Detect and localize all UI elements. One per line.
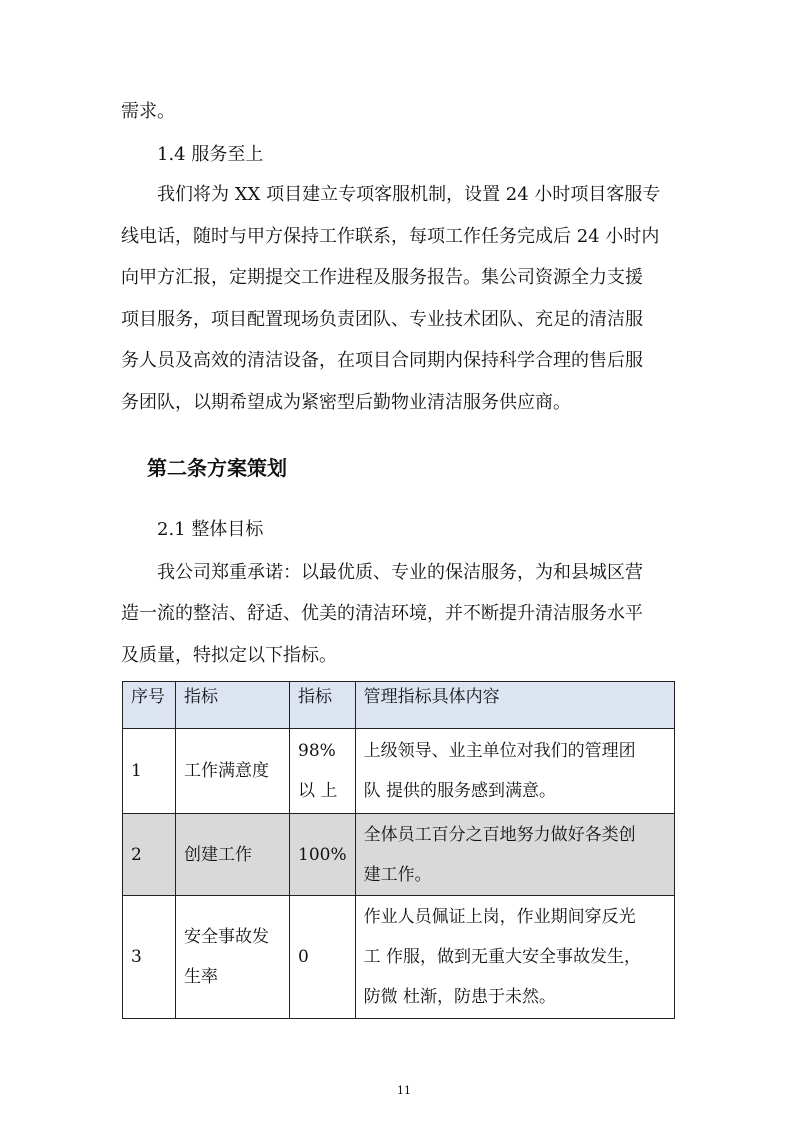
cell-name [176, 814, 290, 896]
cell-content [355, 896, 674, 1019]
cell-line: 安全事故发 [184, 927, 269, 947]
cell-line: 全体员工百分之百地努力做好各类创 [363, 824, 636, 845]
table-header-row [123, 682, 675, 729]
cell-line: 队 提供的服务感到满意。 [363, 781, 557, 801]
cell-line: 98% [298, 741, 336, 761]
indicator-table [122, 681, 675, 1019]
cell-no: 3 [123, 896, 176, 1019]
cell-line: 创建工作 [184, 844, 252, 865]
cell-line: 上级领导、业主单位对我们的管理团 [363, 741, 636, 761]
header-cell: 指标 [290, 682, 356, 729]
cell-line: 工 作服，做到无重大安全事故发生， [363, 947, 642, 967]
table-row [123, 814, 675, 896]
cell-line: 建工作。 [363, 864, 432, 885]
text-line: 向甲方汇报，定期提交工作进程及服务报告。集公司资源全力支援 [121, 267, 643, 288]
header-cell: 指标 [176, 682, 290, 729]
cell-value [290, 896, 356, 1019]
text-line: 我公司郑重承诺：以最优质、专业的保洁服务，为和县城区营 [157, 562, 643, 583]
section-title: 2.1 整体目标 [157, 519, 264, 540]
text-line: 及质量，特拟定以下指标。 [121, 645, 337, 666]
cell-line: 生率 [184, 967, 218, 987]
cell-no: 2 [123, 814, 176, 896]
cell-value [290, 814, 356, 896]
cell-no: 1 [123, 729, 176, 814]
text-line: 造一流的整洁、舒适、优美的清洁环境，并不断提升清洁服务水平 [121, 603, 643, 624]
cell-line: 工作满意度 [184, 761, 269, 781]
header-cell: 序号 [123, 682, 176, 729]
cell-line: 0 [298, 947, 309, 967]
text-line: 务团队，以期希望成为紧密型后勤物业清洁服务供应商。 [121, 392, 571, 413]
header-cell: 管理指标具体内容 [355, 682, 674, 729]
page-number: 11 [397, 1084, 411, 1097]
table-row [123, 729, 675, 814]
chapter-heading: 第二条方案策划 [147, 456, 287, 480]
cell-line: 作业人员佩证上岗，作业期间穿反光 [363, 907, 636, 927]
cell-line: 防微 杜渐，防患于未然。 [363, 987, 557, 1007]
text-line: 务人员及高效的清洁设备，在项目合同期内保持科学合理的售后服 [121, 350, 643, 371]
table-row [123, 896, 675, 1019]
section-title: 1.4 服务至上 [157, 144, 264, 165]
cell-content [355, 729, 674, 814]
cell-name [176, 896, 290, 1019]
cell-value [290, 729, 356, 814]
text-line: 线电话，随时与甲方保持工作联系，每项工作任务完成后 24 小时内 [121, 226, 660, 247]
text-line: 需求。 [121, 101, 175, 122]
text-line: 项目服务，项目配置现场负责团队、专业技术团队、充足的清洁服 [121, 309, 643, 330]
cell-name [176, 729, 290, 814]
cell-line: 100% [298, 844, 347, 865]
text-line: 我们将为 XX 项目建立专项客服机制，设置 24 小时项目客服专 [157, 184, 661, 205]
cell-line: 以 上 [298, 781, 338, 801]
cell-content [355, 814, 674, 896]
